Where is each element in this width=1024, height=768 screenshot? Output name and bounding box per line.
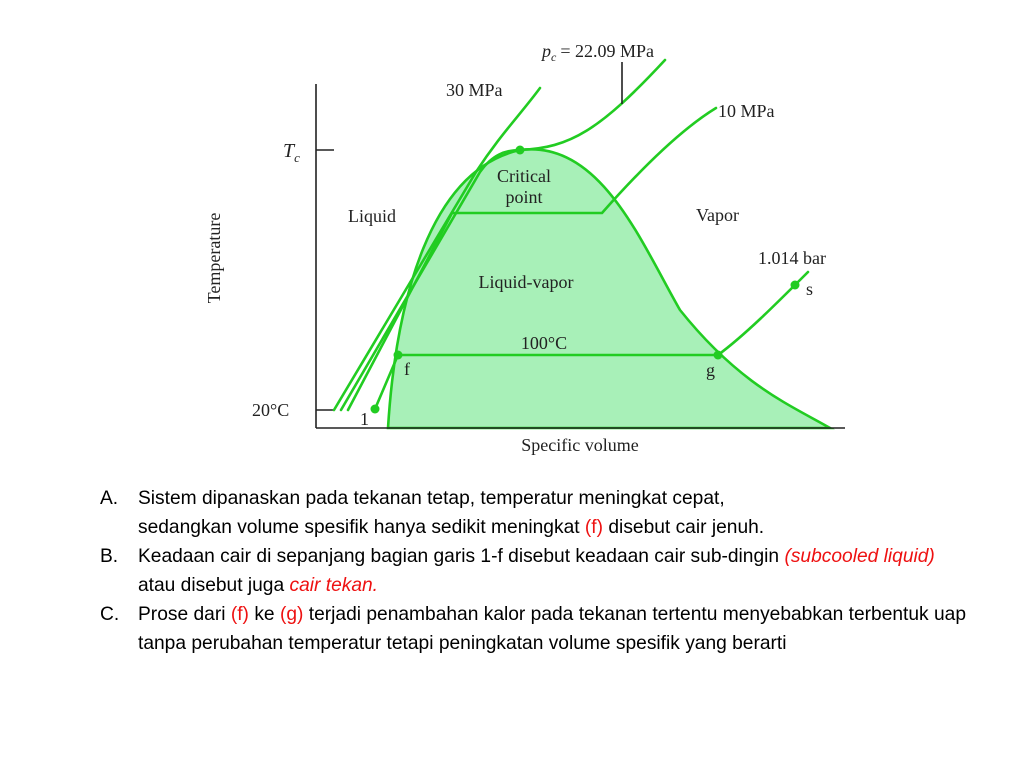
point-s-label: s bbox=[806, 279, 814, 299]
point-f-label: f bbox=[404, 359, 410, 379]
liquid-label: Liquid bbox=[348, 206, 396, 226]
x-axis-label: Specific volume bbox=[521, 435, 639, 455]
note-a-ref-f: (f) bbox=[584, 517, 604, 538]
explanation-list bbox=[100, 484, 966, 658]
note-a bbox=[100, 484, 966, 542]
two-phase-label: Liquid-vapor bbox=[478, 272, 574, 292]
note-c-letter: C. bbox=[100, 604, 120, 625]
note-b bbox=[100, 542, 966, 600]
note-b-letter: B. bbox=[100, 546, 119, 567]
note-a-letter: A. bbox=[100, 488, 119, 509]
point-f-marker bbox=[394, 351, 403, 360]
tc-label: $T_c$ bbox=[283, 140, 300, 165]
point-1-marker bbox=[371, 405, 380, 414]
note-c bbox=[100, 600, 966, 658]
note-a-text: Sistem dipanaskan pada tekanan tetap, temperatur meningkat cepat, sedangkan volume spesifik hanya sedikit meningkat (f) disebut cair jenuh. bbox=[138, 488, 765, 538]
note-c-text: Prose dari (f) ke (g) terjadi penambahan kalor pada tekanan tertentu menyebabkan terbentuk uap tanpa perubahan temperatur tetapi peningkatan volume spesifik yang berarti bbox=[138, 604, 966, 654]
point-g-label: g bbox=[706, 360, 715, 380]
note-b-text: Keadaan cair di sepanjang bagian garis 1-f disebut keadaan cair sub-dingin (subcooled liquid) atau disebut juga cair tekan. bbox=[138, 546, 935, 596]
note-b-subcooled: (subcooled liquid) bbox=[784, 546, 935, 567]
point-s-marker bbox=[791, 281, 800, 290]
pc-label: $p_c = 22.09$ MPa bbox=[542, 41, 654, 64]
t20-label: 20°C bbox=[252, 400, 290, 420]
patm-label: 1.014 bar bbox=[758, 248, 826, 268]
note-c-ref-g: (g) bbox=[279, 604, 304, 625]
liquid-vapor-dome bbox=[388, 149, 830, 428]
note-c-ref-f: (f) bbox=[230, 604, 249, 625]
vapor-label: Vapor bbox=[696, 205, 739, 225]
p10-label: 10 MPa bbox=[718, 101, 775, 121]
note-b-cair-tekan: cair tekan. bbox=[289, 575, 379, 596]
point-g-marker bbox=[714, 351, 723, 360]
y-axis-label: Temperature bbox=[204, 212, 224, 304]
critical-point-marker bbox=[516, 146, 525, 155]
critical-label-1: Critical bbox=[497, 166, 551, 186]
point-1-label: 1 bbox=[360, 409, 369, 429]
p30-label: 30 MPa bbox=[446, 80, 503, 100]
critical-label-2: point bbox=[505, 187, 543, 207]
t100-label: 100°C bbox=[520, 333, 568, 353]
